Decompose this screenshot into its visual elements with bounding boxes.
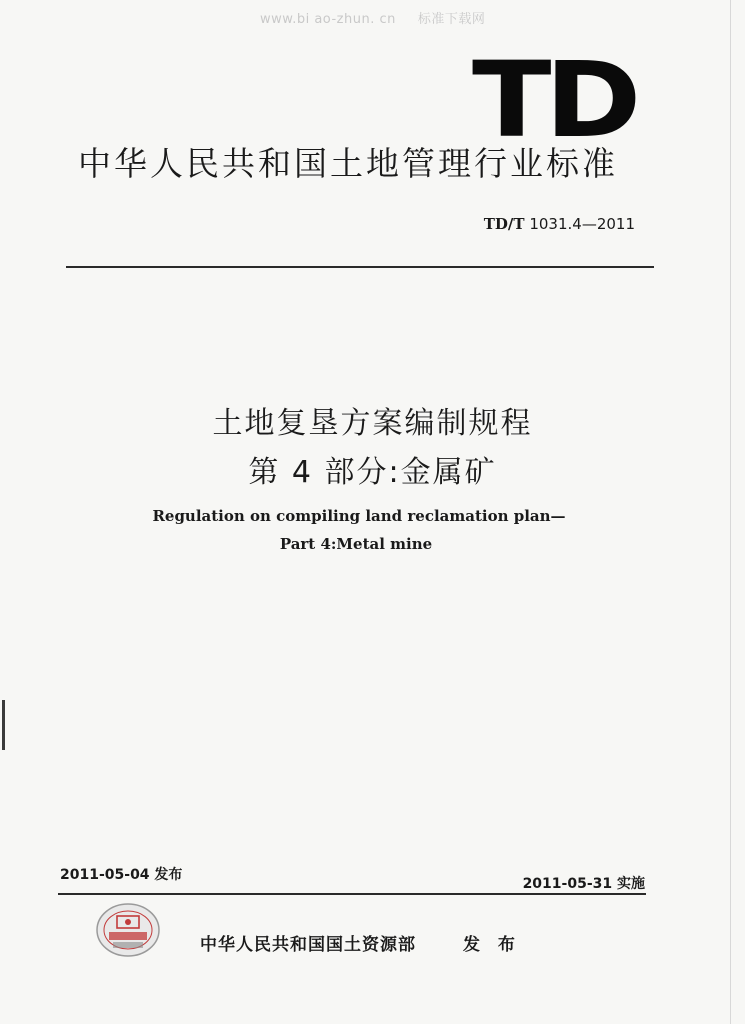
- document-title-en: Regulation on compiling land reclamation plan—: [152, 507, 566, 525]
- document-title-cn: 土地复垦方案编制规程: [212, 406, 533, 441]
- issuing-authority: 中华人民共和国国土资源部: [200, 935, 416, 955]
- watermark: [260, 8, 485, 27]
- implementation-date: 2011-05-31 实施: [522, 876, 645, 892]
- scan-edge-mark: [2, 700, 5, 750]
- document-subtitle-cn: 第 4 部分:金属矿: [248, 455, 497, 490]
- scan-page-edge: [730, 0, 731, 1024]
- issue-date: 2011-05-04 发布: [60, 867, 183, 883]
- standard-category-title: 中华人民共和国土地管理行业标准: [78, 144, 618, 183]
- bottom-divider: [58, 893, 646, 895]
- standard-number: [484, 215, 635, 233]
- watermark-url: www.bi ao-zhun. cn: [260, 12, 396, 27]
- watermark-site: 标准下载网: [417, 12, 486, 27]
- standard-number-value: 1031.4—2011: [529, 215, 635, 233]
- anti-counterfeit-seal: [95, 902, 161, 958]
- publish-label: 发 布: [463, 935, 521, 955]
- td-logo: TD: [472, 39, 635, 161]
- top-divider: [66, 266, 654, 268]
- standard-number-prefix: TD/T: [483, 215, 525, 233]
- document-subtitle-en: Part 4:Metal mine: [279, 535, 433, 553]
